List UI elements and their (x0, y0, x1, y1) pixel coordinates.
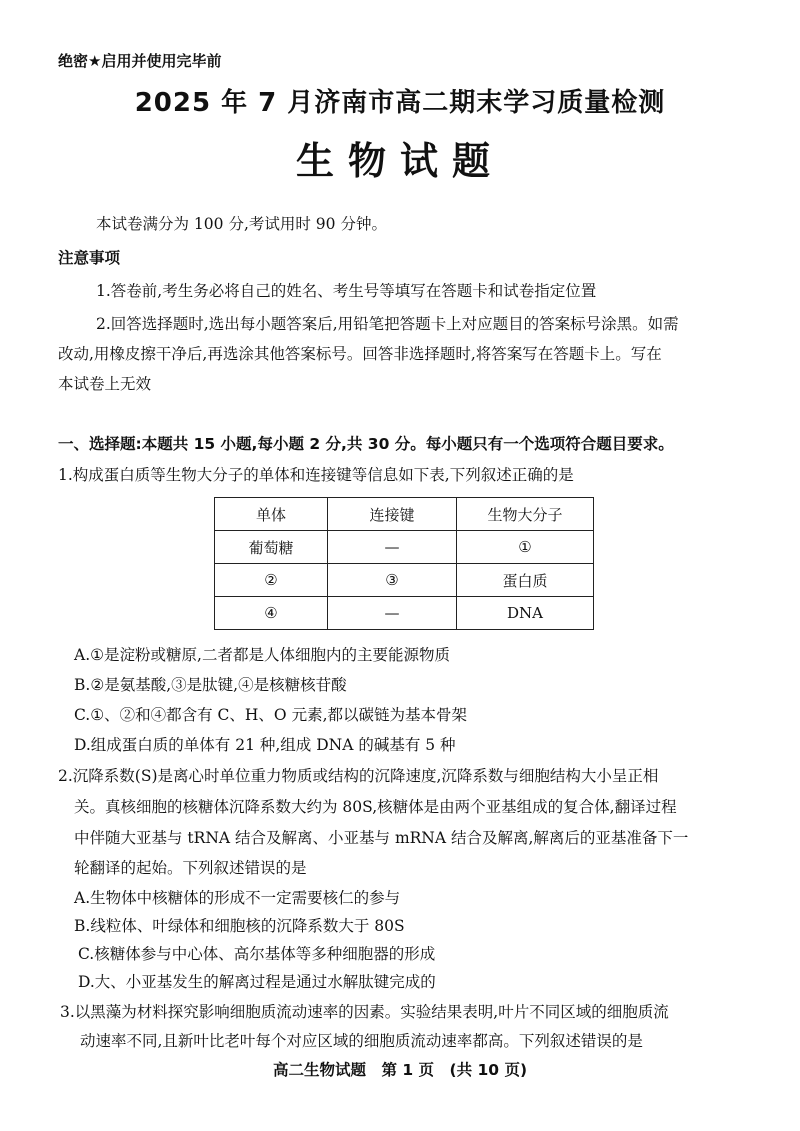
subject-title: 生物试题 (295, 139, 504, 183)
table-cell: ① (457, 531, 594, 564)
question-1-option-c: C.①、②和④都含有 C、H、O 元素,都以碳链为基本骨架 (74, 706, 467, 724)
scoring-info: 本试卷满分为 100 分,考试用时 90 分钟。 (96, 215, 387, 233)
question-2-option-c: C.核糖体参与中心体、高尔基体等多种细胞器的形成 (78, 945, 436, 963)
table-cell: 葡萄糖 (215, 531, 328, 564)
question-2-option-d: D.大、小亚基发生的解离过程是通过水解肽键完成的 (78, 973, 436, 991)
monomer-table (214, 497, 594, 630)
table-cell: DNA (457, 597, 594, 630)
table-header-cell: 生物大分子 (457, 498, 594, 531)
table-cell: ② (215, 564, 328, 597)
page-footer: 高二生物试题 第 1 页 (共 10 页) (272, 1061, 528, 1079)
question-2-stem-line-4: 轮翻译的起始。下列叙述错误的是 (74, 859, 307, 877)
question-2-stem-line-3: 中伴随大亚基与 tRNA 结合及解离、小亚基与 mRNA 结合及解离,解离后的亚基准备下一 (74, 829, 689, 847)
table-cell: ④ (215, 597, 328, 630)
question-1-option-a: A.①是淀粉或糖原,二者都是人体细胞内的主要能源物质 (74, 646, 450, 664)
question-1-option-b: B.②是氨基酸,③是肽键,④是核糖核苷酸 (74, 676, 347, 694)
table-cell: — (328, 597, 457, 630)
question-2-stem-line-1: 2.沉降系数(S)是离心时单位重力物质或结构的沉降速度,沉降系数与细胞结构大小呈正相 (58, 767, 659, 785)
table-header-cell: 连接键 (328, 498, 457, 531)
exam-title: 2025 年 7 月济南市高二期末学习质量检测 (134, 88, 666, 118)
notice-item-1: 1.答卷前,考生务必将自己的姓名、考生号等填写在答题卡和试卷指定位置 (96, 282, 597, 300)
table-row (215, 564, 594, 597)
section-heading: 一、选择题:本题共 15 小题,每小题 2 分,共 30 分。每小题只有一个选项符合题目要求。 (58, 435, 674, 453)
notice-item-2-line-1: 2.回答选择题时,选出每小题答案后,用铅笔把答题卡上对应题目的答案标号涂黑。如需 (96, 315, 679, 333)
table-row (215, 531, 594, 564)
table-row (215, 597, 594, 630)
question-2-option-a: A.生物体中核糖体的形成不一定需要核仁的参与 (74, 889, 401, 907)
notice-item-2-line-3: 本试卷上无效 (58, 375, 152, 393)
notice-item-2-line-2: 改动,用橡皮擦干净后,再选涂其他答案标号。回答非选择题时,将答案写在答题卡上。写在 (58, 345, 662, 363)
question-2-stem-line-2: 关。真核细胞的核糖体沉降系数大约为 80S,核糖体是由两个亚基组成的复合体,翻译过程 (74, 798, 677, 816)
question-2-option-b: B.线粒体、叶绿体和细胞核的沉降系数大于 80S (74, 917, 405, 935)
question-1-option-d: D.组成蛋白质的单体有 21 种,组成 DNA 的碱基有 5 种 (74, 736, 456, 754)
table-cell: — (328, 531, 457, 564)
secret-mark: 绝密★启用并使用完毕前 (58, 52, 222, 70)
table-cell: ③ (328, 564, 457, 597)
notice-heading: 注意事项 (58, 249, 121, 267)
table-header-cell: 单体 (215, 498, 328, 531)
table-cell: 蛋白质 (457, 564, 594, 597)
question-1-stem: 1.构成蛋白质等生物大分子的单体和连接键等信息如下表,下列叙述正确的是 (58, 466, 574, 484)
question-3-stem-line-2: 动速率不同,且新叶比老叶每个对应区域的细胞质流动速率都高。下列叙述错误的是 (80, 1032, 643, 1050)
table-header-row (215, 498, 594, 531)
question-3-stem-line-1: 3.以黑藻为材料探究影响细胞质流动速率的因素。实验结果表明,叶片不同区域的细胞质流 (60, 1003, 669, 1021)
